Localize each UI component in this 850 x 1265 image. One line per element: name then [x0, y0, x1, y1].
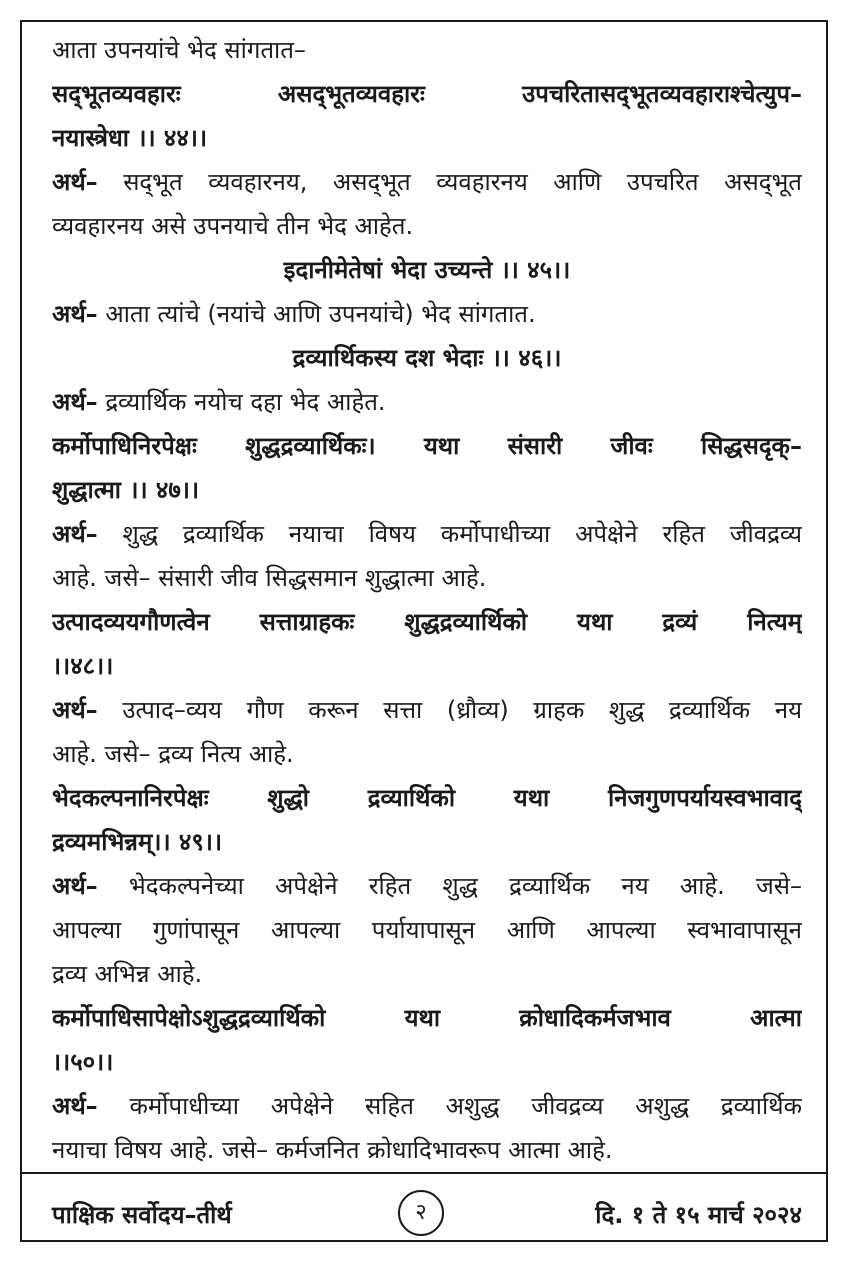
meaning-44-line-2: व्यवहारनय असे उपनयाचे तीन भेद आहेत.: [52, 212, 414, 240]
page-footer: [52, 1190, 802, 1234]
intro-line: आता उपनयांचे भेद सांगतात–: [52, 36, 306, 64]
meaning-49-line-1: अर्थ– भेदकल्पनेच्या अपेक्षेने रहित शुद्ध द्रव्यार्थिक नय आहे. जसे–: [52, 872, 802, 900]
sutra-44-line-2: नयास्त्रेधा ।। ४४।।: [52, 124, 208, 152]
meaning-49-line-3: द्रव्य अभिन्न आहे.: [52, 960, 203, 988]
meaning-48-line-2: आहे. जसे– द्रव्य नित्य आहे.: [52, 740, 294, 768]
meaning-49-line-2: आपल्या गुणांपासून आपल्या पर्यायापासून आणि आपल्या स्वभावापासून: [52, 916, 802, 944]
sutra-48-line-1: उत्पादव्ययगौणत्वेन सत्ताग्राहकः शुद्धद्रव्यार्थिको यथा द्रव्यं नित्यम्: [52, 608, 802, 636]
sutra-45: इदानीमेतेषां भेदा उच्यन्ते ।। ४५।।: [283, 256, 571, 284]
sutra-48-line-2: ।।४८।।: [52, 652, 114, 680]
sutra-47-line-2: शुद्धात्मा ।। ४७।।: [52, 476, 200, 504]
sutra-50-line-2: ।।५०।।: [52, 1048, 114, 1076]
sutra-47-line-1: कर्मोपाधिनिरपेक्षः शुद्धद्रव्यार्थिकः। यथा संसारी जीवः सिद्धसदृक्–: [52, 432, 802, 460]
meaning-50-line-2: नयाचा विषय आहे. जसे– कर्मजनित क्रोधादिभावरूप आत्मा आहे.: [52, 1136, 613, 1164]
page-body: [52, 28, 802, 1172]
page-number: २: [398, 1190, 444, 1236]
meaning-44-line-1: अर्थ– सद्‌भूत व्यवहारनय, असद्‌भूत व्यवहारनय आणि उपचरित असद्‌भूत: [52, 168, 802, 196]
meaning-46: अर्थ– द्रव्यार्थिक नयोच दहा भेद आहेत.: [52, 388, 386, 416]
sutra-50-line-1: कर्मोपाधिसापेक्षोऽशुद्धद्रव्यार्थिको यथा क्रोधादिकर्मजभाव आत्मा: [52, 1004, 802, 1032]
sutra-49-line-1: भेदकल्पनानिरपेक्षः शुद्धो द्रव्यार्थिको यथा निजगुणपर्यायस्वभावाद्: [52, 784, 802, 812]
footer-divider: [20, 1172, 828, 1174]
sutra-44-line-1: सद्‌भूतव्यवहारः असद्‌भूतव्यवहारः उपचरितासद्‌भूतव्यवहाराश्चेत्युप–: [52, 80, 802, 108]
meaning-45: अर्थ– आता त्यांचे (नयांचे आणि उपनयांचे) भेद सांगतात.: [52, 300, 536, 328]
issue-date: दि. १ ते १५ मार्च २०२४: [595, 1201, 802, 1229]
meaning-50-line-1: अर्थ– कर्मोपाधीच्या अपेक्षेने सहित अशुद्ध जीवद्रव्य अशुद्ध द्रव्यार्थिक: [52, 1092, 802, 1120]
meaning-47-line-1: अर्थ– शुद्ध द्रव्यार्थिक नयाचा विषय कर्मोपाधीच्या अपेक्षेने रहित जीवद्रव्य: [52, 520, 802, 548]
meaning-48-line-1: अर्थ– उत्पाद–व्यय गौण करून सत्ता (ध्रौव्य) ग्राहक शुद्ध द्रव्यार्थिक नय: [52, 696, 802, 724]
meaning-47-line-2: आहे. जसे– संसारी जीव सिद्धसमान शुद्धात्मा आहे.: [52, 564, 487, 592]
sutra-49-line-2: द्रव्यमभिन्नम्।। ४९।।: [52, 828, 223, 856]
publication-name: पाक्षिक सर्वोदय–तीर्थ: [52, 1201, 232, 1229]
sutra-46: द्रव्यार्थिकस्य दश भेदाः ।। ४६।।: [292, 344, 562, 372]
